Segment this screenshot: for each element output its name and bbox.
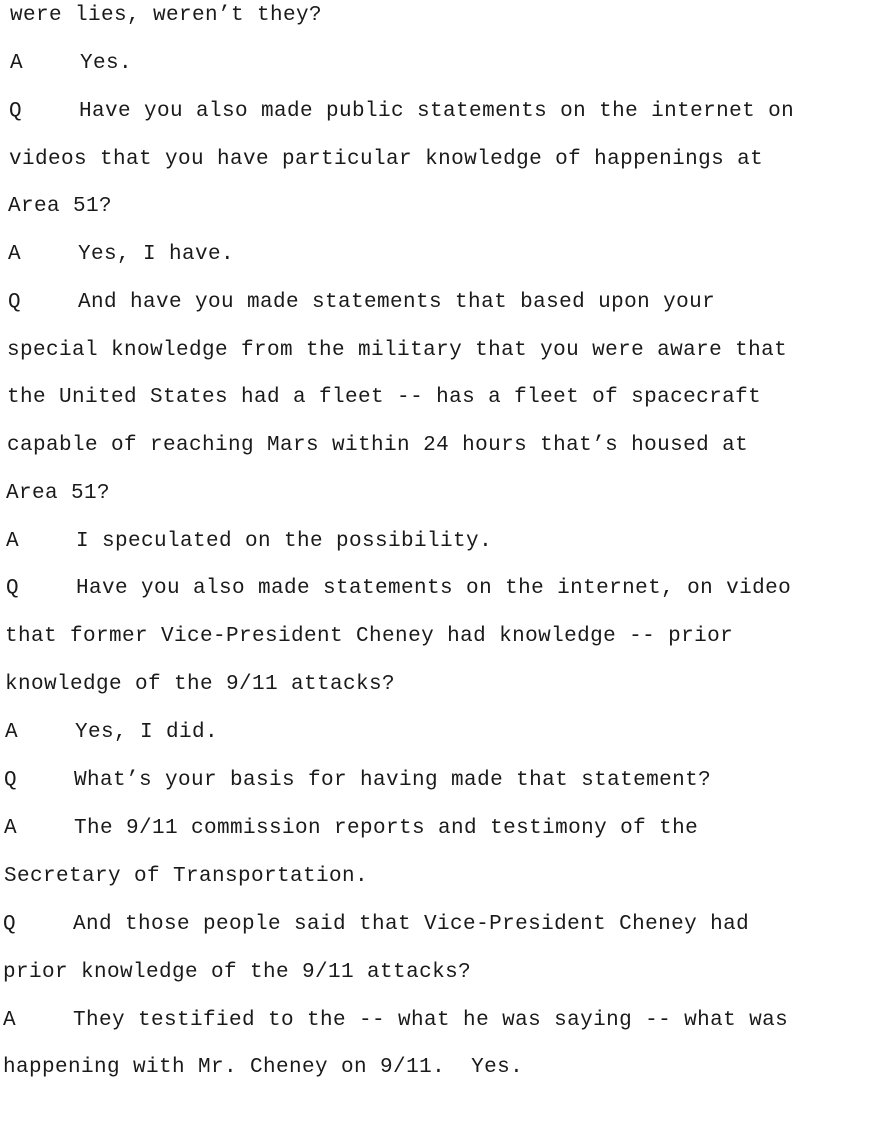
transcript-line [8,288,716,318]
transcript-line [8,240,235,270]
transcript-line [10,49,133,79]
line-text: What’s your basis for having made that statement? [74,769,712,792]
line-text: Yes. [80,52,133,75]
speaker-label: A [3,1009,17,1032]
transcript-line [7,431,749,461]
speaker-label: Q [3,913,17,936]
transcript-line [4,862,369,892]
speaker-label: Q [4,769,18,792]
transcript-line [5,670,396,700]
transcript-line [8,192,113,222]
line-text: capable of reaching Mars within 24 hours that’s housed at [7,434,749,457]
transcript-line [9,97,795,127]
line-text: And have you made statements that based upon your [78,291,716,314]
line-text: Yes, I have. [78,243,235,266]
line-text: videos that you have particular knowledge of happenings at [9,148,764,171]
line-text: I speculated on the possibility. [76,530,493,553]
line-text: Secretary of Transportation. [4,865,369,888]
transcript-line [10,1,323,31]
line-text: the United States had a fleet -- has a fleet of spacecraft [7,386,762,409]
speaker-label: Q [6,577,20,600]
line-text: Area 51? [8,195,113,218]
transcript-line [5,622,734,652]
line-text: Have you also made statements on the internet, on video [76,577,792,600]
line-text: prior knowledge of the 9/11 attacks? [3,961,472,984]
transcript-line [6,574,792,604]
line-text: that former Vice-President Cheney had knowledge -- prior [5,625,734,648]
line-text: The 9/11 commission reports and testimony of the [74,817,699,840]
speaker-label: A [8,243,22,266]
transcript-line [3,958,472,988]
transcript-line [3,910,750,940]
speaker-label: Q [8,291,22,314]
line-text: Yes, I did. [75,721,219,744]
transcript-line [4,766,712,796]
line-text: happening with Mr. Cheney on 9/11. Yes. [3,1056,524,1079]
line-text: were lies, weren’t they? [10,4,323,27]
speaker-label: A [6,530,20,553]
line-text: And those people said that Vice-President Cheney had [73,913,750,936]
transcript-line [7,383,762,413]
line-text: knowledge of the 9/11 attacks? [5,673,396,696]
speaker-label: A [4,817,18,840]
line-text: Area 51? [6,482,111,505]
speaker-label: A [5,721,19,744]
transcript-line [3,1006,789,1036]
speaker-label: A [10,52,24,75]
transcript-line [7,336,788,366]
transcript-line [6,479,111,509]
transcript-line [9,145,764,175]
speaker-label: Q [9,100,23,123]
transcript-line [3,1053,524,1083]
transcript-line [6,527,493,557]
line-text: Have you also made public statements on the internet on [79,100,795,123]
transcript-line [5,718,219,748]
line-text: special knowledge from the military that you were aware that [7,339,788,362]
transcript-line [4,814,699,844]
line-text: They testified to the -- what he was saying -- what was [73,1009,789,1032]
